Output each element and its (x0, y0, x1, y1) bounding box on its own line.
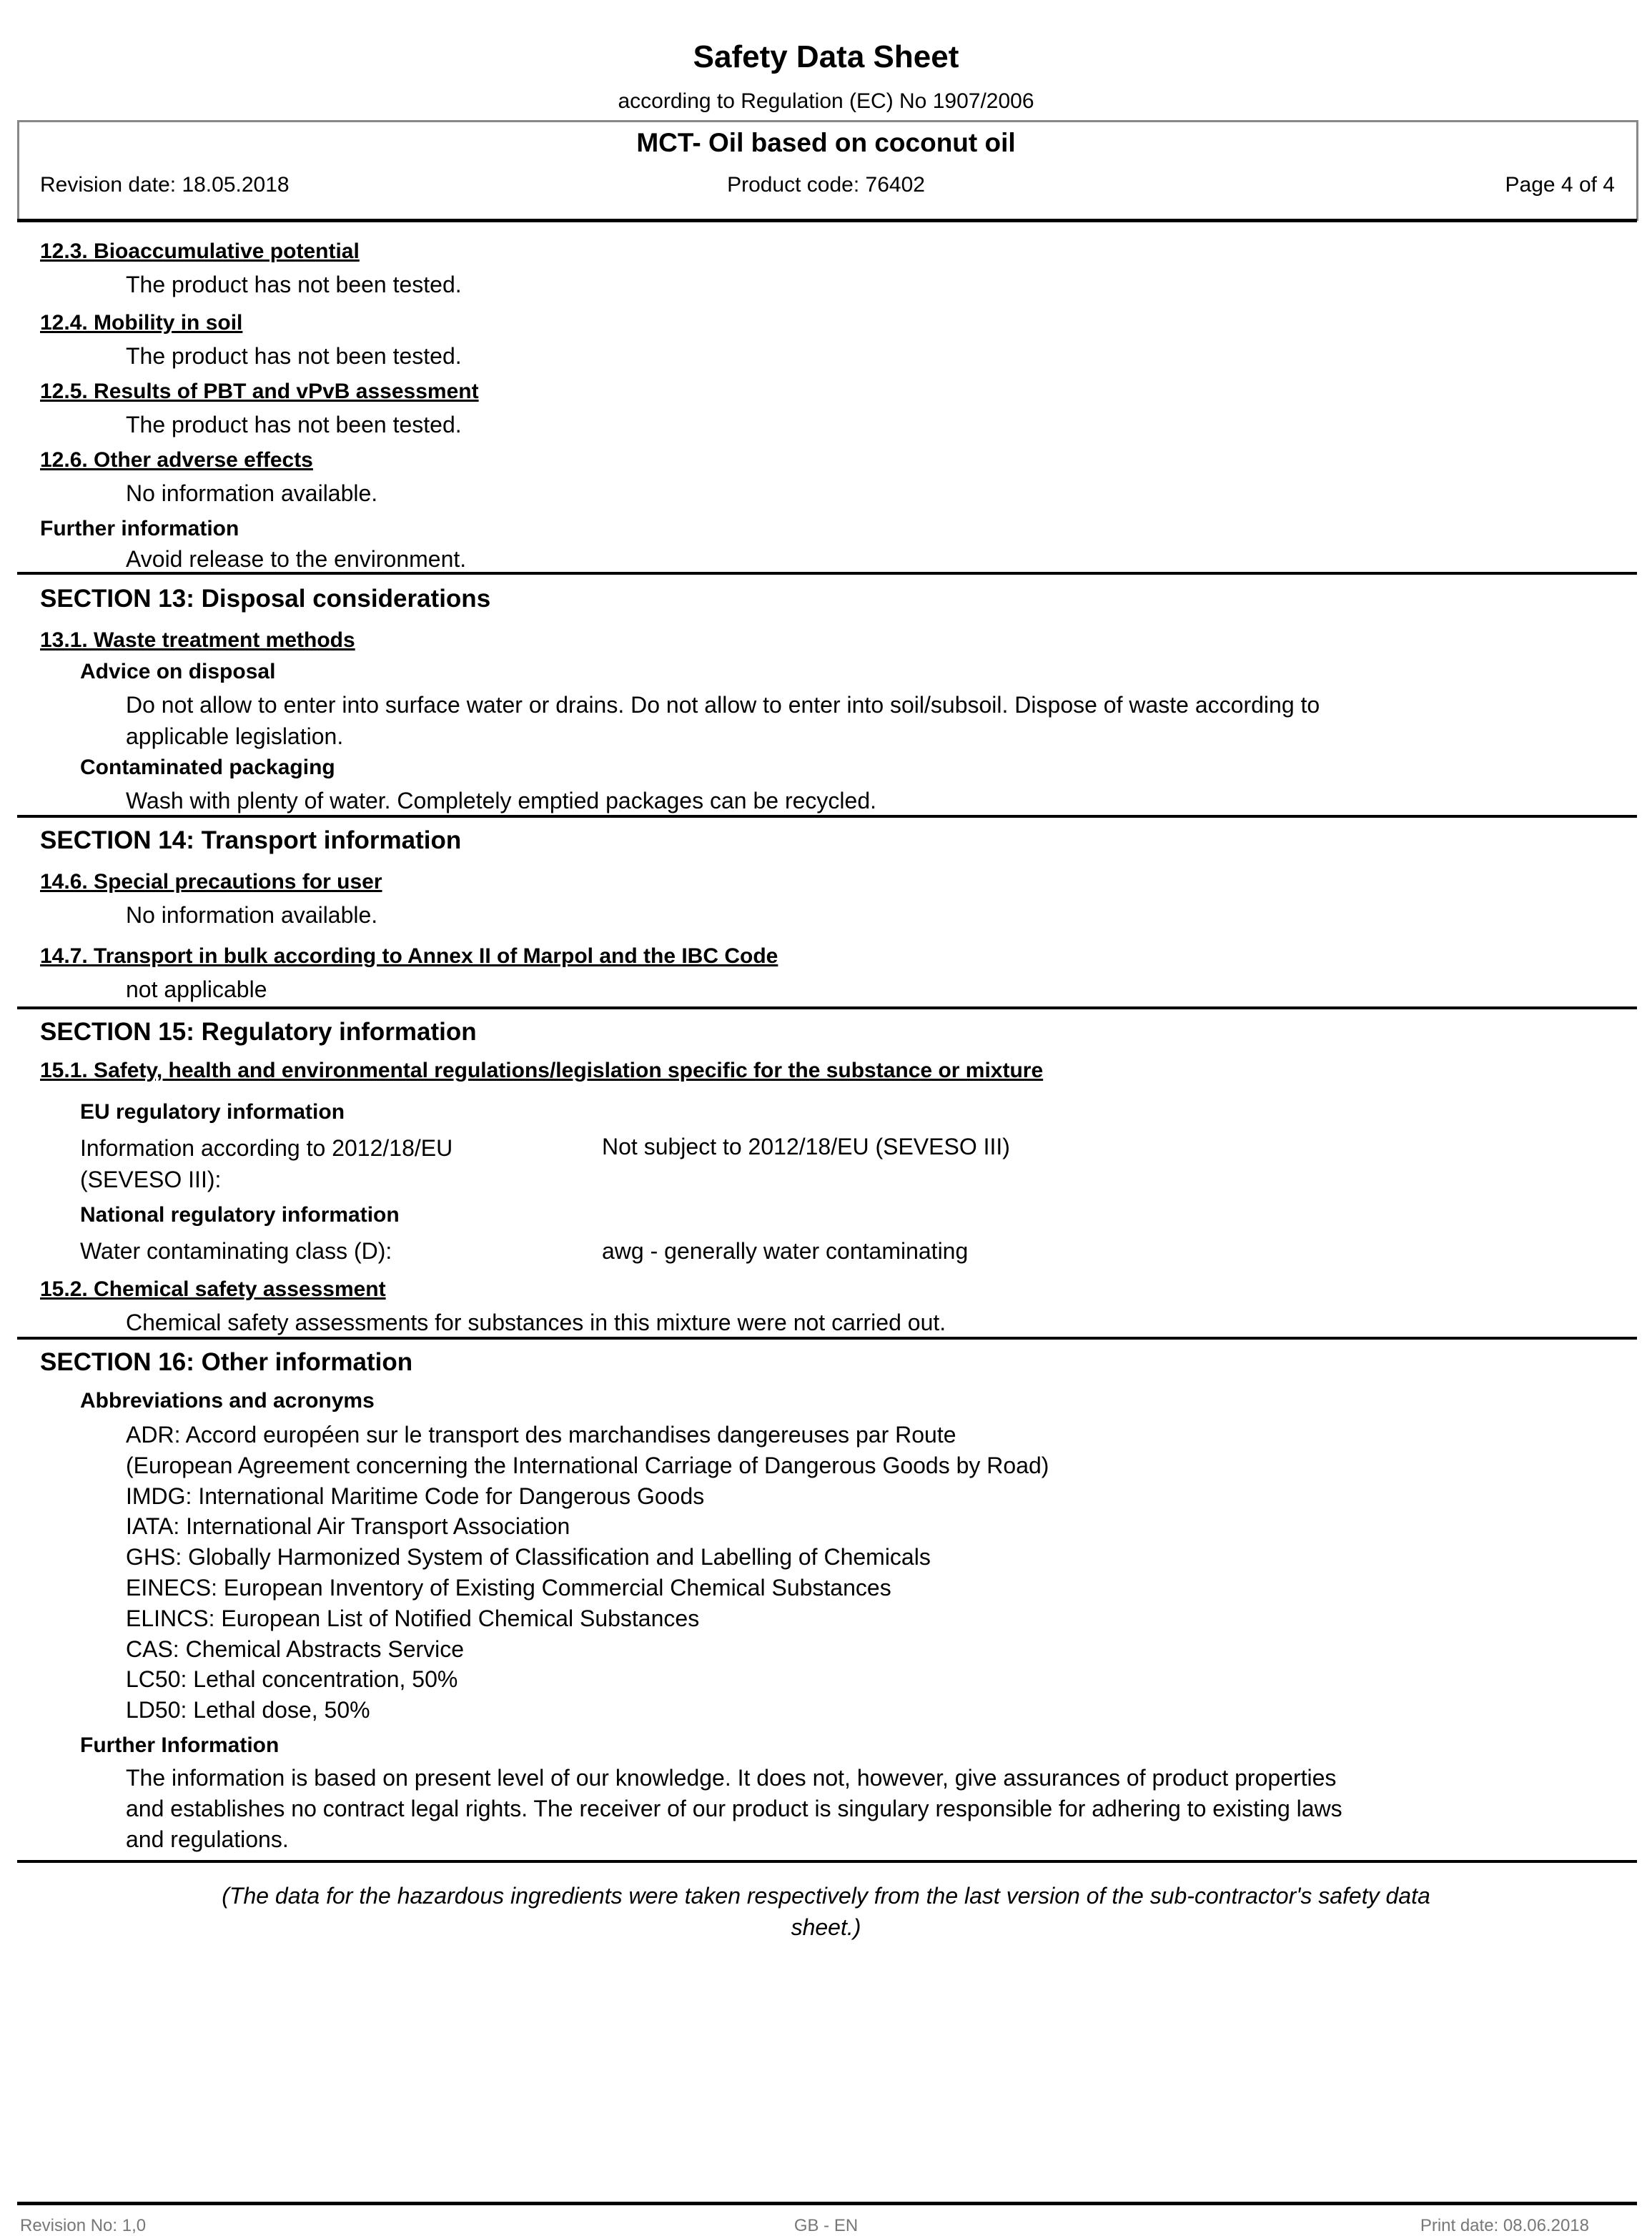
water-class-label: Water contaminating class (D): (80, 1238, 392, 1264)
footer-divider (17, 2202, 1637, 2205)
field-label: Further Information (80, 1733, 280, 1757)
page-number: Page 4 of 4 (1505, 173, 1615, 197)
product-code: Product code: 76402 (727, 173, 925, 197)
list-item: LC50: Lethal concentration, 50% (126, 1666, 458, 1693)
text-line: applicable legislation. (126, 723, 344, 749)
section-15-heading: SECTION 15: Regulatory information (40, 1018, 477, 1046)
seveso-label (80, 1132, 452, 1195)
text-line: Do not allow to enter into surface water or drains. Do not allow to enter into soil/subsoil. Dispose of waste according to (126, 692, 1320, 718)
list-item: (European Agreement concerning the International Carriage of Dangerous Goods by Road) (126, 1452, 1049, 1478)
body-text: not applicable (126, 976, 267, 1002)
field-label: Abbreviations and acronyms (80, 1389, 375, 1413)
section-13-heading: SECTION 13: Disposal considerations (40, 585, 491, 613)
section-divider (17, 1860, 1637, 1863)
subsection-heading: 12.6. Other adverse effects (40, 448, 313, 472)
subsection-heading: 12.5. Results of PBT and vPvB assessment (40, 380, 479, 403)
list-item: ADR: Accord européen sur le transport des marchandises dangereuses par Route (126, 1422, 956, 1448)
text-line: (The data for the hazardous ingredients were taken respectively from the last version of the sub-contractor's safety data (222, 1883, 1430, 1909)
field-label: Contaminated packaging (80, 756, 335, 779)
body-text: The product has not been tested. (126, 412, 462, 437)
text-line: sheet.) (791, 1914, 861, 1940)
section-divider (17, 815, 1637, 818)
abbreviations-list (126, 1420, 1049, 1726)
list-item: IATA: International Air Transport Association (126, 1513, 570, 1540)
field-label: Advice on disposal (80, 660, 276, 683)
revision-number: Revision No: 1,0 (20, 2216, 147, 2235)
list-item: IMDG: International Maritime Code for Dangerous Goods (126, 1483, 705, 1509)
seveso-value: Not subject to 2012/18/EU (SEVESO III) (602, 1134, 1010, 1159)
section-14-heading: SECTION 14: Transport information (40, 826, 462, 854)
body-text: The product has not been tested. (126, 272, 462, 297)
body-text: Wash with plenty of water. Completely emptied packages can be recycled. (126, 788, 876, 813)
section-divider (17, 1337, 1637, 1340)
subsection-heading: 14.7. Transport in bulk according to Annex II of Marpol and the IBC Code (40, 944, 778, 968)
body-text: No information available. (126, 902, 378, 928)
field-label: EU regulatory information (80, 1100, 345, 1124)
locale: GB - EN (793, 2216, 859, 2235)
list-item: LD50: Lethal dose, 50% (126, 1697, 370, 1723)
body-text: Avoid release to the environment. (126, 546, 467, 572)
header-divider (17, 219, 1637, 222)
revision-date: Revision date: 18.05.2018 (40, 173, 290, 197)
field-label: National regulatory information (80, 1203, 400, 1227)
subsection-heading: 15.1. Safety, health and environmental regulations/legislation specific for the substance or mixture (40, 1059, 1044, 1082)
text-line: (SEVESO III): (80, 1167, 222, 1192)
subsection-heading: 13.1. Waste treatment methods (40, 628, 355, 652)
product-name: MCT- Oil based on coconut oil (636, 128, 1016, 157)
body-text: The product has not been tested. (126, 343, 462, 369)
subsection-heading: 14.6. Special precautions for user (40, 870, 382, 894)
subsection-heading: 12.4. Mobility in soil (40, 311, 243, 335)
text-line: The information is based on present level of our knowledge. It does not, however, give assurances of product properties (126, 1765, 1337, 1791)
text-line: and establishes no contract legal rights. The receiver of our product is singulary responsible for adhering to existing laws (126, 1795, 1342, 1821)
data-source-note (0, 1880, 1652, 1943)
subsection-heading: 12.3. Bioaccumulative potential (40, 239, 360, 263)
list-item: EINECS: European Inventory of Existing Commercial Chemical Substances (126, 1574, 891, 1601)
section-divider (17, 572, 1637, 575)
body-text: No information available. (126, 480, 378, 506)
list-item: ELINCS: European List of Notified Chemical Substances (126, 1605, 700, 1631)
document-subtitle: according to Regulation (EC) No 1907/2006 (618, 89, 1034, 113)
further-information-text (126, 1763, 1342, 1854)
document-title: Safety Data Sheet (693, 39, 959, 74)
list-item: CAS: Chemical Abstracts Service (126, 1636, 465, 1662)
subsection-heading: 15.2. Chemical safety assessment (40, 1277, 386, 1301)
section-divider (17, 1006, 1637, 1009)
section-16-heading: SECTION 16: Other information (40, 1348, 413, 1376)
body-text: Chemical safety assessments for substances in this mixture were not carried out. (126, 1310, 946, 1335)
field-label: Further information (40, 517, 239, 540)
print-date: Print date: 08.06.2018 (1420, 2216, 1589, 2235)
text-line: Information according to 2012/18/EU (80, 1135, 453, 1161)
water-class-value: awg - generally water contaminating (602, 1238, 969, 1264)
advice-text (126, 689, 1320, 752)
text-line: and regulations. (126, 1826, 289, 1852)
list-item: GHS: Globally Harmonized System of Classification and Labelling of Chemicals (126, 1544, 931, 1570)
